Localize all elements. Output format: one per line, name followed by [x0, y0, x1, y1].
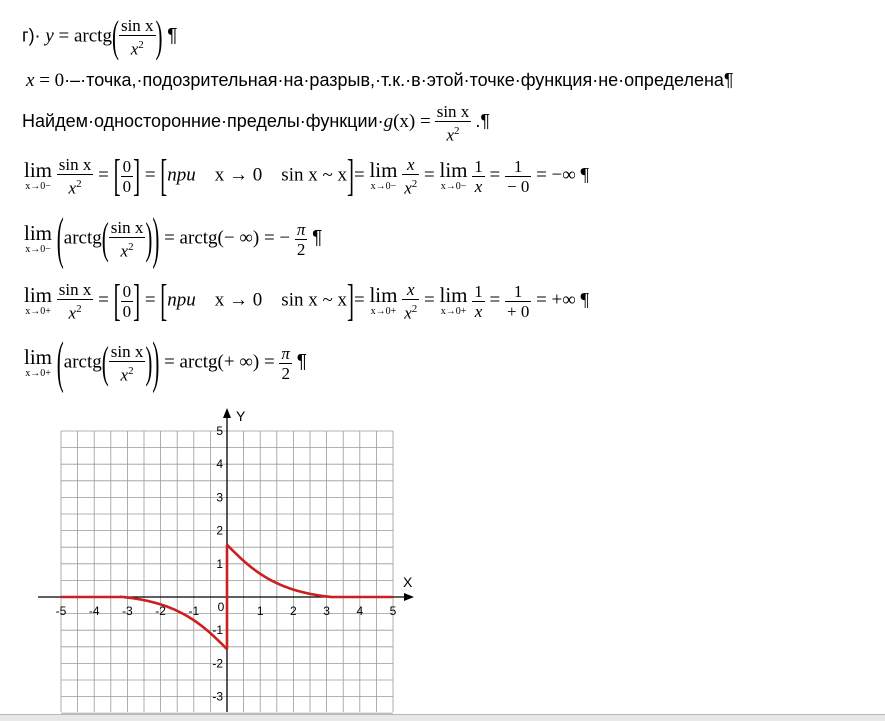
g-frac-num: sin x: [436, 102, 470, 121]
lim-op: lim x→0+: [24, 345, 53, 380]
x-tick-label: 3: [323, 604, 330, 618]
lim-text: lim: [24, 283, 53, 308]
rhs: = arctg(+ ∞) =: [164, 351, 275, 373]
g-den-var: x: [446, 125, 455, 145]
frac-4: $\frac{1}{+ 0}$: [506, 281, 530, 321]
frac3-den: x: [472, 176, 485, 196]
x-tick-label: -5: [55, 604, 67, 618]
y-tick-label: 3: [216, 490, 223, 505]
den-exp: 2: [138, 39, 144, 51]
lim-sub-2: x→0−: [370, 181, 397, 193]
pi-fraction: $\frac{\pi}{2}$: [281, 343, 290, 383]
lim-text: lim: [24, 158, 53, 183]
den-var: x: [68, 178, 77, 198]
result: = −∞ ¶: [536, 164, 590, 186]
item-label: г)·: [22, 25, 41, 46]
den-exp: 2: [76, 178, 82, 190]
g-var: g: [383, 111, 394, 132]
limit-left: lim x→0− $\frac{\text{sin x}}{x^2}$ = [ $\frac{0}{0}$ ] = [при x → 0 sin x ~ x]= lim x→0− $\frac{x}{x^2}$ = lim x→0− $\frac{1}{x}$ = $\frac{1}{- 0}$ = −∞ ¶: [24, 155, 589, 198]
left-paren: (: [101, 213, 109, 264]
arctg-func: arctg: [73, 25, 112, 47]
lim-sub: x→0−: [25, 181, 51, 193]
den: $x^2$: [109, 237, 146, 261]
right-paren: ): [145, 213, 153, 264]
x-tick-label: 2: [290, 604, 297, 618]
ind-den: 0: [122, 176, 132, 196]
num: sin x: [110, 218, 144, 237]
lim-op-2: lim x→0−: [369, 158, 398, 193]
ind-num: 0: [122, 156, 132, 176]
frac4-den: − 0: [506, 176, 530, 196]
frac3-num: 1: [474, 156, 483, 176]
equals-zero: = 0: [39, 70, 65, 91]
lim-sub: x→0+: [25, 306, 51, 318]
note-text: ·–·точка,·подозрительная·на·разрыв,·т.к.·в·этой·точке·функция·не·определена¶: [64, 70, 734, 90]
fraction: $\frac{\text{sin x}}{x^2}$: [110, 342, 144, 385]
lim-op-3: lim x→0+: [439, 283, 468, 318]
outer-left-paren: (: [56, 205, 64, 271]
outer-right-paren: ): [152, 205, 160, 271]
x-axis-arrow: [404, 593, 414, 601]
left-paren: (: [111, 11, 119, 62]
num: sin x: [58, 155, 92, 174]
pri-word: при: [167, 289, 196, 311]
y-var: y: [45, 25, 54, 47]
frac2-num: x: [406, 155, 415, 174]
y-axis-label: Y: [236, 408, 246, 424]
y-axis-arrow: [223, 408, 231, 418]
close-bracket: ]: [347, 150, 354, 201]
open-bracket: [: [160, 275, 168, 326]
open-bracket: [: [160, 150, 168, 201]
y-tick-label: 2: [216, 523, 223, 538]
ind-num: 0: [122, 281, 132, 301]
left-paren: (: [101, 337, 109, 388]
left-bracket: [: [113, 150, 121, 201]
intro-text: Найдем·односторонние·пределы·функции·: [22, 111, 384, 131]
rhs: = arctg(− ∞) = −: [164, 227, 291, 249]
x-tick-label: 0: [217, 600, 225, 614]
outer-right-paren: ): [152, 329, 160, 395]
x-tick-label: 4: [356, 604, 364, 618]
arctg-func: arctg: [63, 227, 102, 249]
outer-left-paren: (: [56, 329, 64, 395]
arctg-func: arctg: [63, 351, 102, 373]
x-tick-label: 5: [389, 604, 397, 618]
left-bracket: [: [113, 275, 121, 326]
y-tick-label: 5: [216, 424, 223, 438]
frac-3: $\frac{1}{x}$: [474, 281, 483, 321]
den: $x^2$: [57, 299, 94, 323]
arrow-expr: x → 0: [214, 289, 263, 311]
pilcrow: ¶: [312, 227, 323, 249]
y-tick-label: -1: [212, 623, 223, 638]
limit-right: lim x→0+ $\frac{\text{sin x}}{x^2}$ = [ $\frac{0}{0}$ ] = [при x → 0 sin x ~ x]= lim x→0+ $\frac{x}{x^2}$ = lim x→0+ $\frac{1}{x}$ = $\frac{1}{+ 0}$ = +∞ ¶: [24, 280, 589, 323]
y-tick-label: 1: [216, 556, 223, 571]
equiv-expr: sin x ~ x: [281, 289, 347, 311]
lim-sub: x→0−: [25, 244, 51, 256]
x-tick-label: -2: [155, 604, 166, 618]
lim-sub-2: x→0+: [370, 306, 397, 318]
lim-sub-3: x→0−: [440, 181, 467, 193]
lim-op-2: lim x→0+: [369, 283, 398, 318]
arrow-expr: x → 0: [214, 164, 263, 186]
frac-2: $\frac{x}{x^2}$: [404, 280, 418, 323]
right-paren: ): [155, 11, 163, 62]
right-bracket: ]: [133, 275, 141, 326]
lim-sub-3: x→0+: [440, 306, 467, 318]
equals-sign: =: [58, 25, 70, 47]
pri-word: при: [167, 164, 196, 186]
x-tick-label: -4: [88, 604, 100, 618]
frac-num: sin x: [120, 16, 154, 35]
right-paren: ): [145, 337, 153, 388]
two: 2: [295, 239, 308, 259]
frac4-num: 1: [513, 156, 523, 176]
x-tick-label: 1: [256, 604, 264, 618]
y-tick-label: -3: [212, 689, 223, 704]
g-arg: (x) =: [393, 111, 431, 132]
y-tick-label: 4: [216, 457, 223, 472]
pi: π: [296, 219, 306, 239]
g-den-exp: 2: [454, 125, 460, 137]
x-var: x: [26, 70, 35, 91]
den-var: x: [130, 39, 139, 59]
lim-text: lim: [24, 221, 53, 246]
x-tick-label: -1: [188, 604, 200, 618]
pilcrow: ¶: [167, 25, 178, 47]
equiv-expr: sin x ~ x: [281, 164, 347, 186]
close-bracket: ]: [347, 275, 354, 326]
g-tail: .¶: [475, 111, 490, 131]
y-tick-label: -2: [212, 656, 223, 671]
ind-den: 0: [122, 301, 132, 321]
x-axis-label: X: [403, 574, 413, 590]
right-bracket: ]: [133, 150, 141, 201]
lim-op-3: lim x→0−: [439, 158, 468, 193]
result: = +∞ ¶: [536, 289, 590, 311]
num: sin x: [58, 280, 92, 299]
pilcrow: ¶: [296, 351, 307, 373]
frac2-den: $x^2$: [402, 174, 419, 198]
x-tick-label: -3: [122, 604, 133, 618]
